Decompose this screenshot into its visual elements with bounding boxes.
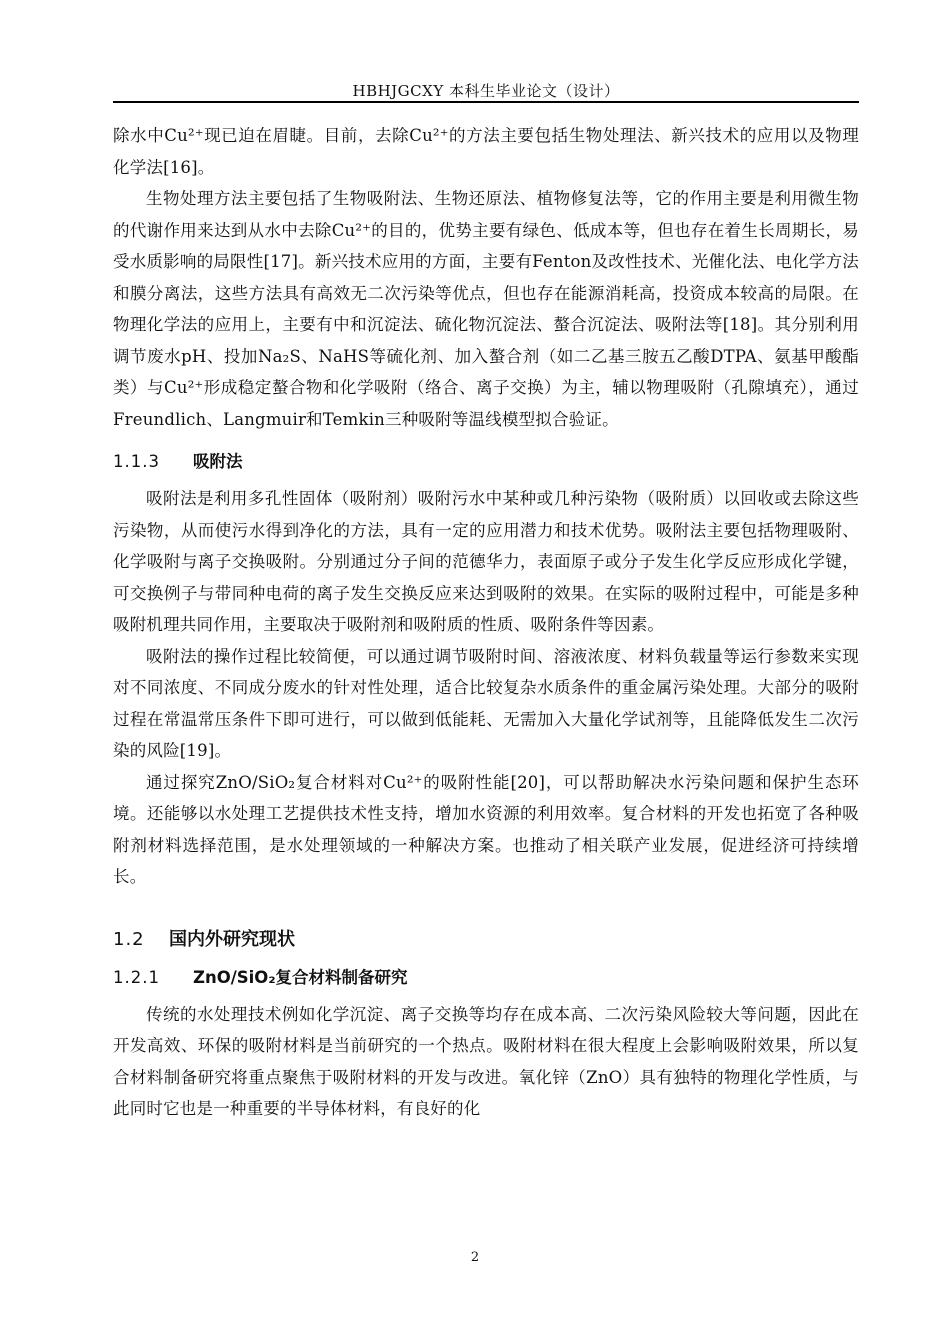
section-heading-1-2 [113,923,859,957]
page-number: 2 [470,1250,480,1265]
header-divider [113,101,859,103]
page-header: HBHJGCXY 本科生毕业论文（设计） [352,82,620,100]
paragraph: 传统的水处理技术例如化学沉淀、离子交换等均存在成本高、二次污染风险较大等问题，因此在开发高效、环保的吸附材料是当前研究的一个热点。吸附材料在很大程度上会影响吸附效果，所以复合材料制备研究将重点聚焦于吸附材料的开发与改进。氧化锌（ZnO）具有独特的物理化学性质，与此同时它也是一种重要的半导体材料，有良好的化 [113,1004,859,1118]
paragraph: 吸附法是利用多孔性固体（吸附剂）吸附污水中某种或几种污染物（吸附质）以回收或去除这些污染物，从而使污水得到净化的方法，具有一定的应用潜力和技术优势。吸附法主要包括物理吸附、化学吸附与离子交换吸附。分别通过分子间的范德华力，表面原子或分子发生化学反应形成化学键，可交换例子与带同种电荷的离子发生交换反应来达到吸附的效果。在实际的吸附过程中，可能是多种吸附机理共同作用，主要取决于吸附剂和吸附质的性质、吸附条件等因素。 [113,489,859,634]
page-body [113,120,859,1125]
section-heading-1-2-1 [113,961,859,995]
section-number: 1.2.1 [113,967,160,987]
paragraph: 除水中Cu²⁺现已迫在眉睫。目前，去除Cu²⁺的方法主要包括生物处理法、新兴技术的应用以及物理化学法[16]。 [113,126,859,177]
section-heading-1-1-3 [113,445,859,479]
section-number: 1.1.3 [113,452,160,471]
paragraph: 生物处理方法主要包括了生物吸附法、生物还原法、植物修复法等，它的作用主要是利用微生物的代谢作用来达到从水中去除Cu²⁺的目的，优势主要有绿色、低成本等，但也存在着生长周期长，易受水质影响的局限性[17]。新兴技术应用的方面，主要有Fenton及改性技术、光催化法、电化学方法和膜分离法，这些方法具有高效无二次污染等优点，但也存在能源消耗高，投资成本较高的局限。在物理化学法的应用上，主要有中和沉淀法、硫化物沉淀法、螯合沉淀法、吸附法等[18]。其分别利用调节废水pH、投加Na₂S、NaHS等硫化剂、加入螯合剂（如二乙基三胺五乙酸DTPA、氨基甲酸酯类）与Cu²⁺形成稳定螯合物和化学吸附（络合、离子交换）为主，辅以物理吸附（孔隙填充），通过Freundlich、Langmuir和Temkin三种吸附等温线模型拟合验证。 [113,189,859,429]
section-number: 1.2 [113,928,145,950]
paragraph: 通过探究ZnO/SiO₂复合材料对Cu²⁺的吸附性能[20]，可以帮助解决水污染问题和保护生态环境。还能够以水处理工艺提供技术性支持，增加水资源的利用效率。复合材料的开发也拓宽了各种吸附剂材料选择范围，是水处理领域的一种解决方案。也推动了相关联产业发展，促进经济可持续增长。 [113,772,859,886]
section-title: ZnO/SiO₂复合材料制备研究 [193,967,408,987]
paragraph: 吸附法的操作过程比较简便，可以通过调节吸附时间、溶液浓度、材料负载量等运行参数来实现对不同浓度、不同成分废水的针对性处理，适合比较复杂水质条件的重金属污染处理。大部分的吸附过程在常温常压条件下即可进行，可以做到低能耗、无需加入大量化学试剂等，且能降低发生二次污染的风险[19]。 [113,646,859,760]
section-title: 国内外研究现状 [169,928,295,950]
section-title: 吸附法 [193,452,243,471]
